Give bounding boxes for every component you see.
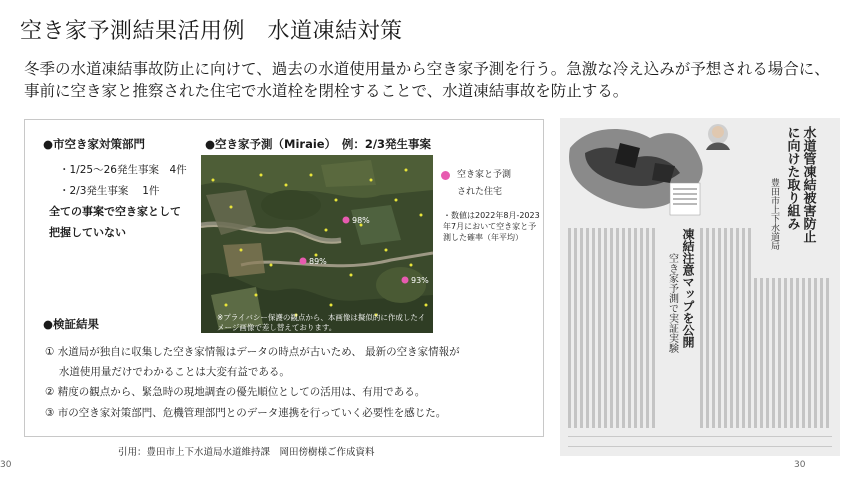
marker-89-label: 89% [309, 257, 327, 266]
slide-description: 冬季の水道凍結事故防止に向けて、過去の水道使用量から空き家予測を行う。急激な冷え込みが予想される場合に、事前に空き家と推察された住宅で水道栓を閉栓することで、水道凍結事故を防止する。 [24, 60, 830, 100]
marker-93-label: 93% [411, 276, 429, 285]
probability-note: ・数値は2022年8月-2023年7月において空き家と予測した確率（年平均） [443, 211, 540, 242]
content-panel [24, 119, 544, 437]
legend [457, 167, 547, 201]
legend-marker-icon [441, 171, 450, 180]
privacy-note: ※プライバシー保護の観点から、本画像は擬似的に作成したイメージ画像で差し替えております。 [217, 313, 426, 332]
prediction-heading: ●空き家予測（Miraie） 例：2/3発生事案 [205, 137, 432, 151]
satellite-map-image [201, 155, 433, 333]
marker-89 [300, 258, 307, 265]
dept-case-1: ・1/25～26発生事案 4件 [59, 164, 187, 176]
news-byline: 豊田市上下水道局 [769, 178, 779, 250]
dept-conclusion-2: 把握していない [49, 226, 126, 239]
verify-item-1-cont: 水道使用量だけでわかることは大変有益である。 [45, 366, 290, 378]
page-number-left: 30 [0, 460, 12, 470]
legend-line-1: 空き家と予測 [457, 170, 512, 180]
news-headline-1: 水道管凍結被害防止 [800, 126, 816, 243]
legend-line-2: された住宅 [457, 187, 503, 197]
dept-case-2: ・2/3発生事案 1件 [59, 185, 160, 197]
satellite-map [201, 155, 433, 333]
verify-heading: ●検証結果 [43, 317, 100, 331]
verify-item-2: ② 精度の観点から、緊急時の現地調査の優先順位としての活用は、有用である。 [45, 386, 426, 398]
news-subhead-2: 空き家予測で実証実験 [666, 253, 678, 353]
marker-98 [343, 217, 350, 224]
news-subhead-1: 凍結注意マップを公開 [681, 228, 695, 348]
dept-heading: ●市空き家対策部門 [43, 137, 146, 151]
newspaper-image [560, 118, 840, 456]
newspaper-clipping [560, 118, 840, 456]
marker-98-label: 98% [352, 216, 370, 225]
citation: 引用：豊田市上下水道局水道維持課 岡田傍樹様ご作成資料 [118, 447, 375, 458]
dept-conclusion-1: 全ての事案で空き家として [49, 205, 181, 218]
slide-title: 空き家予測結果活用例 水道凍結対策 [20, 19, 403, 44]
verify-item-1: ① 水道局が独自に収集した空き家情報はデータの時点が古いため、 最新の空き家情報が [45, 346, 460, 358]
verify-item-3: ③ 市の空き家対策部門、危機管理部門とのデータ連携を行っていく必要性を感じた。 [45, 407, 447, 419]
page-number-right: 30 [794, 460, 806, 470]
marker-93 [402, 277, 409, 284]
news-headline-2: に向けた取り組み [784, 126, 800, 230]
